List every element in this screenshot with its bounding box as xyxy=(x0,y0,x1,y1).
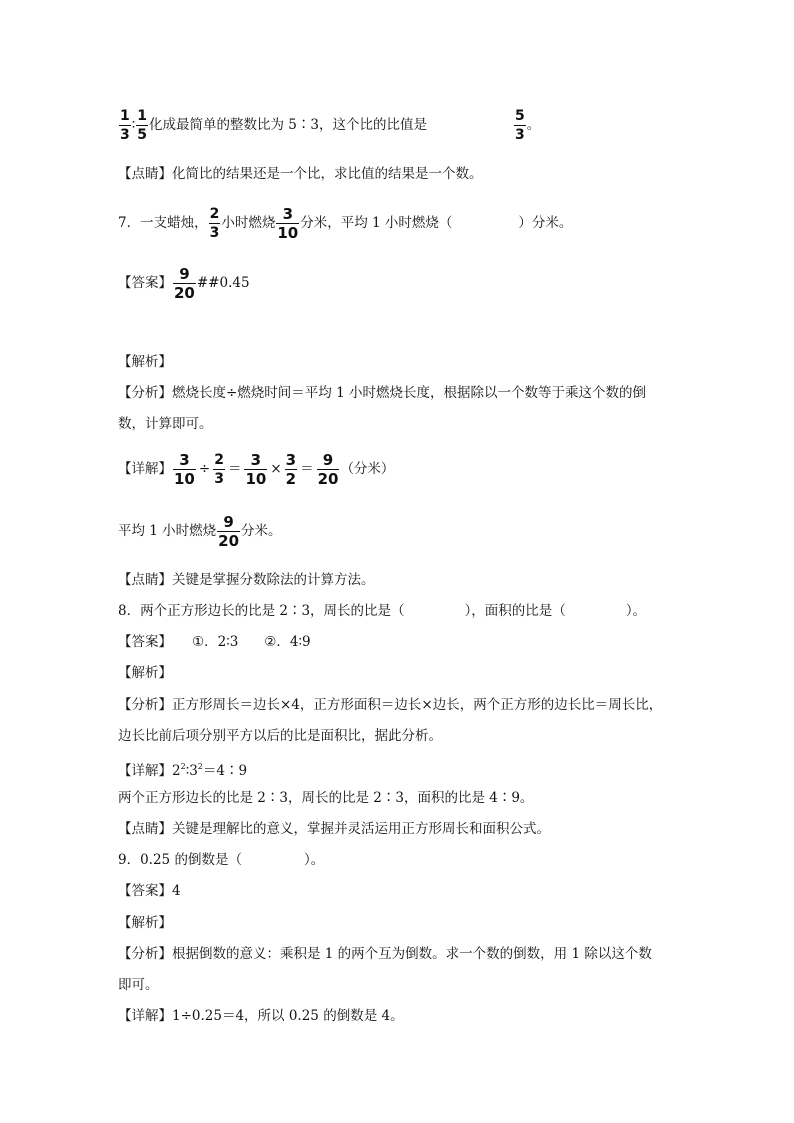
fraction-two-thirds: $\frac{2}{3}$ xyxy=(209,206,220,241)
fraction-two-thirds: $\frac{2}{3}$ xyxy=(214,452,224,487)
fraction-three-tenths: $\frac{3}{10}$ xyxy=(277,205,299,242)
fraction-nine-twentieths: $\frac{9}{20}$ xyxy=(317,451,339,488)
fraction-nine-twentieths: $\frac{9}{20}$ xyxy=(218,513,240,550)
fenxi-9-line2: 即可。 xyxy=(118,977,159,993)
answer-9: 【答案】4 xyxy=(118,883,181,899)
xiangjie-9: 【详解】1÷0.25＝4，所以 0.25 的倒数是 4。 xyxy=(118,1008,404,1024)
jiexi-label-8: 【解析】 xyxy=(118,665,172,681)
question-8: 8．两个正方形边长的比是 2∶3，周长的比是（ ），面积的比是（ ）。 xyxy=(118,603,647,619)
jiexi-label-9: 【解析】 xyxy=(118,915,172,931)
xiangjie-8-line2: 两个正方形边长的比是 2∶3，周长的比是 2∶3，面积的比是 4∶9。 xyxy=(118,790,534,806)
fraction-nine-twentieths: $\frac{9}{20}$ xyxy=(174,265,195,302)
fraction-three-halves: $\frac{3}{2}$ xyxy=(285,451,297,488)
answer-7: 【答案】 $\frac{9}{20}$ ##0.45 xyxy=(118,265,250,302)
fraction-five-thirds: $\frac{5}{3}$ xyxy=(515,108,525,143)
fraction-one-fifth: $\frac{1}{5}$ xyxy=(137,108,148,143)
fenxi-8-line1: 【分析】正方形周长＝边长×4，正方形面积＝边长×边长，两个正方形的边长比＝周长比， xyxy=(118,697,663,713)
simplify-ratio-line: $\frac{1}{3}$ ∶ $\frac{1}{5}$ 化成最简单的整数比为 5∶3，这个比的比值是 $\frac{5}{3}$ 。 xyxy=(120,108,541,143)
question-9: 9．0.25 的倒数是（ ）。 xyxy=(118,852,325,868)
fenxi-9-line1: 【分析】根据倒数的意义：乘积是 1 的两个互为倒数。求一个数的倒数，用 1 除以这个数 xyxy=(118,946,652,962)
dianjing-6: 【点睛】化简比的结果还是一个比，求比值的结果是一个数。 xyxy=(118,166,483,182)
dianjing-8: 【点睛】关键是理解比的意义，掌握并灵活运用正方形周长和面积公式。 xyxy=(118,821,550,837)
fenxi-7-line2: 数，计算即可。 xyxy=(118,416,213,432)
xiangjie-8: 【详解】$2^2∶3^2=4∶9$ xyxy=(118,762,248,779)
ratio-colon: ∶ xyxy=(131,117,136,133)
fenxi-7-line1: 【分析】燃烧长度÷燃烧时间＝平均 1 小时燃烧长度，根据除以一个数等于乘这个数的倒 xyxy=(118,385,646,401)
jiexi-label-7: 【解析】 xyxy=(118,354,172,370)
xiangjie-7: 【详解】 $\frac{3}{10}$ ÷ $\frac{2}{3}$ ＝ $\frac{3}{10}$ × $\frac{3}{2}$ ＝ $\frac{9}{20}$ （分米） xyxy=(118,451,395,488)
fenxi-8-line2: 边长比前后项分别平方以后的比是面积比，据此分析。 xyxy=(118,728,442,744)
fraction-three-tenths: $\frac{3}{10}$ xyxy=(245,451,267,488)
dianjing-7: 【点睛】关键是掌握分数除法的计算方法。 xyxy=(118,572,375,588)
fraction-one-third: $\frac{1}{3}$ xyxy=(120,108,130,143)
average-burn-line: 平均 1 小时燃烧 $\frac{9}{20}$ 分米。 xyxy=(118,513,282,550)
question-7: 7．一支蜡烛， $\frac{2}{3}$ 小时燃烧 $\frac{3}{10}$ 分米，平均 1 小时燃烧（ ）分米。 xyxy=(118,205,573,242)
answer-8: 【答案】 ①．2∶3 ②．4∶9 xyxy=(118,634,311,650)
fraction-three-tenths: $\frac{3}{10}$ xyxy=(174,451,195,488)
